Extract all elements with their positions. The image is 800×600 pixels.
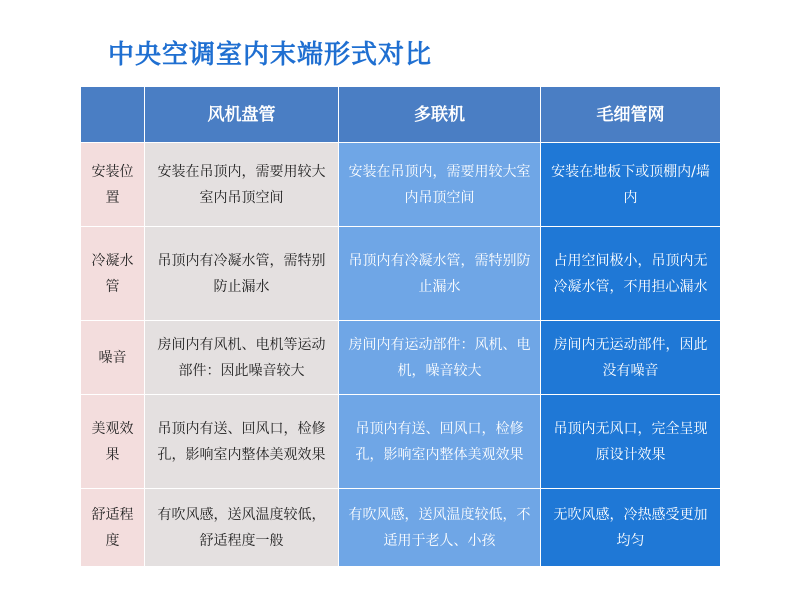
cell-capillary: 吊顶内无风口，完全呈现原设计效果 — [541, 395, 721, 489]
table-header-row — [81, 87, 721, 143]
cell-vrf: 房间内有运动部件：风机、电机，噪音较大 — [339, 321, 541, 395]
page-title: 中央空调室内末端形式对比 — [108, 40, 433, 70]
row-label-appearance: 美观效果 — [81, 395, 145, 489]
cell-fcu: 安装在吊顶内，需要用较大室内吊顶空间 — [145, 143, 339, 227]
col-header-vrf: 多联机 — [339, 87, 541, 143]
table-row — [81, 321, 721, 395]
row-label-noise: 噪音 — [81, 321, 145, 395]
cell-fcu: 房间内有风机、电机等运动部件：因此噪音较大 — [145, 321, 339, 395]
col-header-fcu: 风机盘管 — [145, 87, 339, 143]
table-row — [81, 227, 721, 321]
cell-vrf: 安装在吊顶内，需要用较大室内吊顶空间 — [339, 143, 541, 227]
cell-capillary: 无吹风感，冷热感受更加均匀 — [541, 489, 721, 567]
row-label-condensate-pipe: 冷凝水管 — [81, 227, 145, 321]
comparison-table — [80, 86, 721, 567]
table-row — [81, 143, 721, 227]
cell-vrf: 吊顶内有送、回风口，检修孔，影响室内整体美观效果 — [339, 395, 541, 489]
cell-capillary: 安装在地板下或顶棚内/墙内 — [541, 143, 721, 227]
cell-capillary: 房间内无运动部件，因此没有噪音 — [541, 321, 721, 395]
cell-vrf: 有吹风感，送风温度较低，不适用于老人、小孩 — [339, 489, 541, 567]
cell-fcu: 吊顶内有冷凝水管，需特别防止漏水 — [145, 227, 339, 321]
row-label-comfort: 舒适程度 — [81, 489, 145, 567]
cell-vrf: 吊顶内有冷凝水管，需特别防止漏水 — [339, 227, 541, 321]
cell-capillary: 占用空间极小，吊顶内无冷凝水管，不用担心漏水 — [541, 227, 721, 321]
table-row — [81, 395, 721, 489]
table-row — [81, 489, 721, 567]
corner-cell — [81, 87, 145, 143]
row-label-install-position: 安装位置 — [81, 143, 145, 227]
cell-fcu: 有吹风感，送风温度较低，舒适程度一般 — [145, 489, 339, 567]
cell-fcu: 吊顶内有送、回风口，检修孔，影响室内整体美观效果 — [145, 395, 339, 489]
col-header-capillary: 毛细管网 — [541, 87, 721, 143]
